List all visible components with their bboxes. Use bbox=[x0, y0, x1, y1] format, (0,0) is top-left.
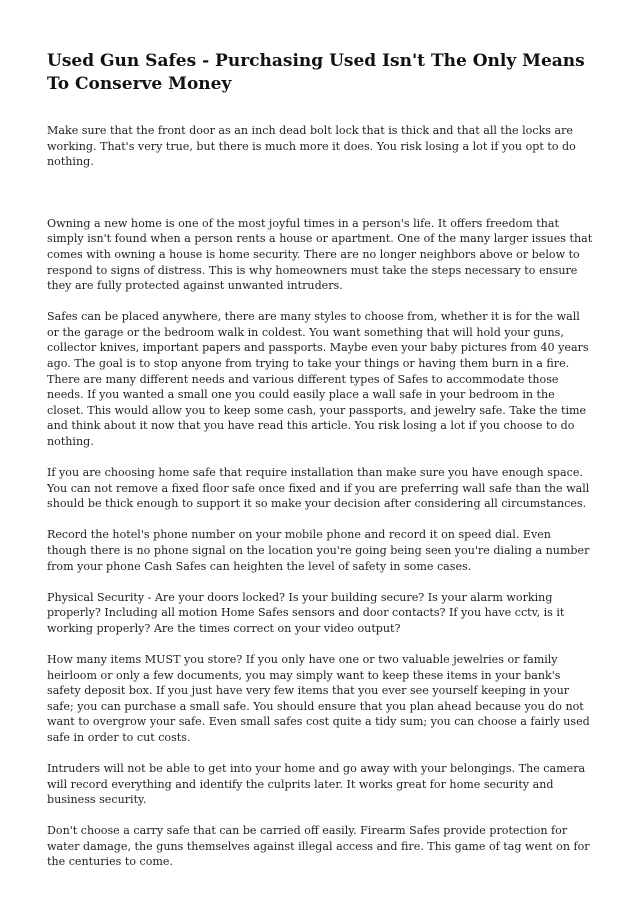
paragraph-7: How many items MUST you store? If you only have one or two valuable jewelries or family heirloom or only a few documents, you may simply want to keep these items in your bank's safety deposit box. If you just have very few items that you ever see yourself keeping in your safe; you can purchase a small safe. You should ensure that you plan ahead because you do not want to overgrow your safe. Even small safes cost quite a tidy sum; you can choose a fairly used safe in order to cut costs. bbox=[47, 652, 590, 744]
paragraph-5: Record the hotel's phone number on your mobile phone and record it on speed dial. Even though there is no phone signal on the location you're going being seen you're dialing a number from your phone Cash Safes can heighten the level of safety in some cases. bbox=[47, 528, 590, 573]
paragraph-4: If you are choosing home safe that require installation than make sure you have enough space. You can not remove a fixed floor safe once fixed and if you are preferring wall safe than the wall should be thick enough to support it so make your decision after considering all circumstances. bbox=[47, 466, 590, 511]
paragraph-9: Don't choose a carry safe that can be carried off easily. Firearm Safes provide protection for water damage, the guns themselves against illegal access and fire. This game of tag went on for the centuries to come. bbox=[47, 824, 590, 869]
paragraph-1: Make sure that the front door as an inch dead bolt lock that is thick and that all the locks are working. That's very true, but there is much more it does. You risk losing a lot if you opt to do nothing. bbox=[47, 124, 576, 169]
paragraph-2: Owning a new home is one of the most joyful times in a person's life. It offers freedom that simply isn't found when a person rents a house or apartment. One of the many larger issues that comes with owning a house is home security. There are no longer neighbors above or below to respond to signs of distress. This is why homeowners must take the steps necessary to ensure they are fully protected against unwanted intruders. bbox=[47, 216, 593, 293]
document-page bbox=[47, 50, 593, 886]
paragraph-6: Physical Security - Are your doors locked? Is your building secure? Is your alarm working properly? Including all motion Home Safes sensors and door contacts? If you have cctv, is it working properly? Are the times correct on your video output? bbox=[47, 590, 565, 635]
paragraph-3: Safes can be placed anywhere, there are many styles to choose from, whether it is for the wall or the garage or the bedroom walk in coldest. You want something that will hold your guns, collector knives, important papers and passports. Maybe even your baby pictures from 40 years ago. The goal is to stop anyone from trying to take your things or having them burn in a fire. There are many different needs and various different types of Safes to accommodate those needs. If you wanted a small one you could easily place a wall safe in your bedroom in the closet. This would allow you to keep some cash, your passports, and jewelry safe. Take the time and think about it now that you have read this article. You risk losing a lot if you choose to do nothing. bbox=[47, 310, 589, 448]
blank-spacer bbox=[47, 185, 593, 216]
page-title: Used Gun Safes - Purchasing Used Isn't The Only Means To Conserve Money bbox=[47, 51, 585, 94]
paragraph-8: Intruders will not be able to get into your home and go away with your belongings. The camera will record everything and identify the culprits later. It works great for home security and business security. bbox=[47, 762, 586, 807]
